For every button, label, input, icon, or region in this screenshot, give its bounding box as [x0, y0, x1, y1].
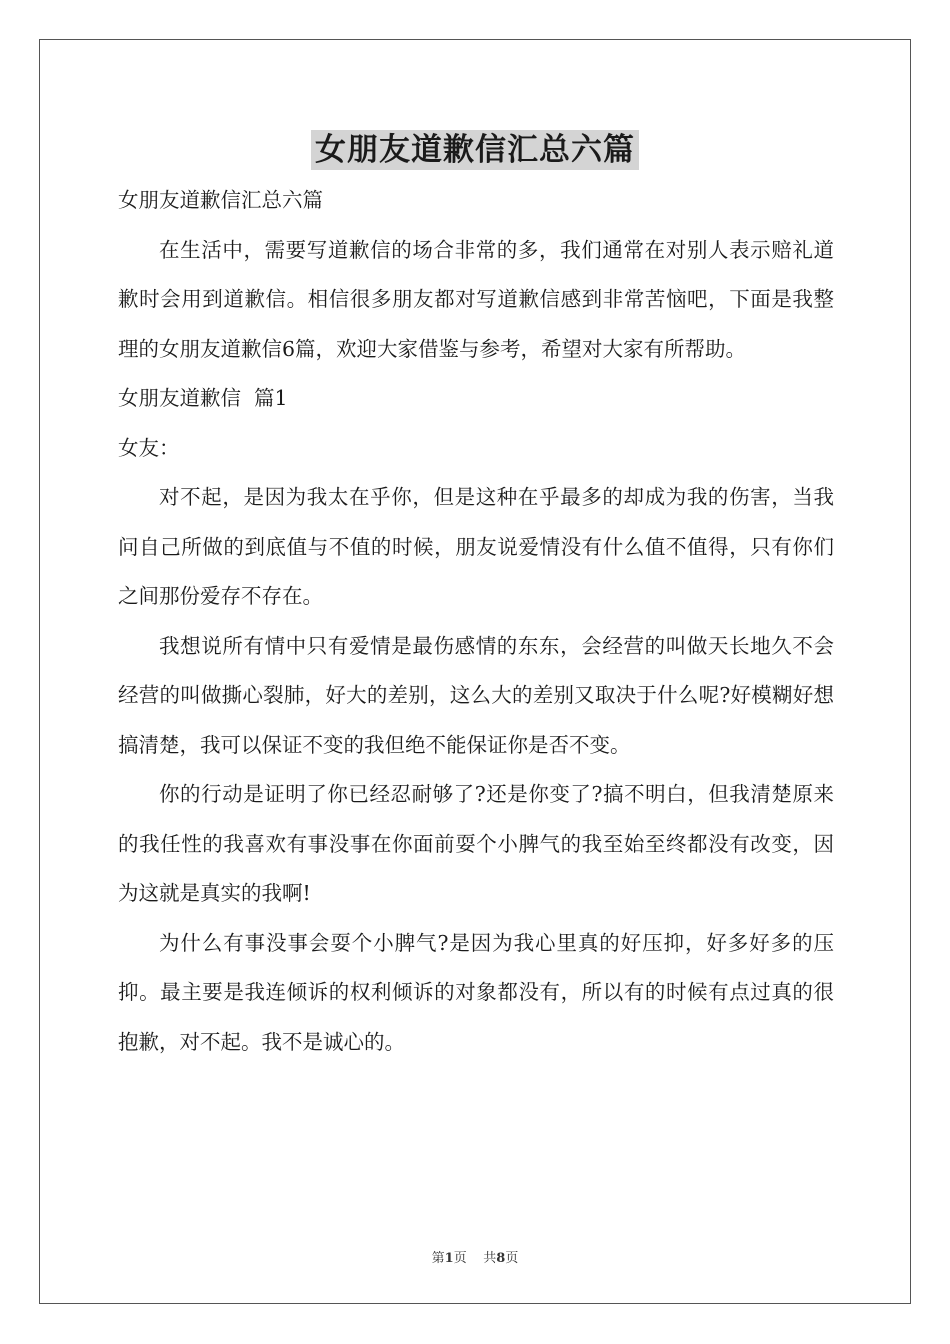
- document-title: 女朋友道歉信汇总六篇: [311, 130, 639, 170]
- document-body: [118, 176, 834, 1067]
- total-suffix: 页: [505, 1251, 519, 1266]
- salutation: 女友：: [118, 435, 180, 460]
- page-suffix: 页: [453, 1251, 467, 1266]
- body-paragraph-2: 我想说所有情中只有爱情是最伤感情的东东，会经营的叫做天长地久不会经营的叫做撕心裂肺，好大的差别，这么大的差别又取决于什么呢?好模糊好想搞清楚，我可以保证不变的我但绝不能保证你是否不变。: [118, 633, 834, 757]
- body-paragraph-1: 对不起，是因为我太在乎你，但是这种在乎最多的却成为我的伤害，当我问自己所做的到底值与不值的时候，朋友说爱情没有什么值不值得，只有你们之间那份爱存不存在。: [118, 485, 834, 608]
- body-paragraph-4: 为什么有事没事会耍个小脾气?是因为我心里真的好压抑，好多好多的压抑。最主要是我连倾诉的权利倾诉的对象都没有，所以有的时候有点过真的很抱歉，对不起。我不是诚心的。: [118, 930, 834, 1054]
- page-footer: [0, 1247, 950, 1266]
- page-total: 8: [496, 1251, 506, 1266]
- page-current: 1: [444, 1251, 454, 1266]
- document-subtitle: 女朋友道歉信汇总六篇: [118, 188, 323, 212]
- intro-paragraph: 在生活中，需要写道歉信的场合非常的多，我们通常在对别人表示赔礼道歉时会用到道歉信。相信很多朋友都对写道歉信感到非常苦恼吧，下面是我整理的女朋友道歉信6篇，欢迎大家借鉴与参考，希望对大家有所帮助。: [118, 237, 834, 361]
- body-paragraph-3: 你的行动是证明了你已经忍耐够了?还是你变了?搞不明白，但我清楚原来的我任性的我喜欢有事没事在你面前耍个小脾气的我至始至终都没有改变，因为这就是真实的我啊!: [118, 782, 834, 905]
- title-wrap: [0, 130, 950, 170]
- page-prefix: 第: [431, 1251, 445, 1266]
- section-heading: 女朋友道歉信 篇1: [118, 386, 288, 410]
- total-prefix: 共: [483, 1251, 497, 1266]
